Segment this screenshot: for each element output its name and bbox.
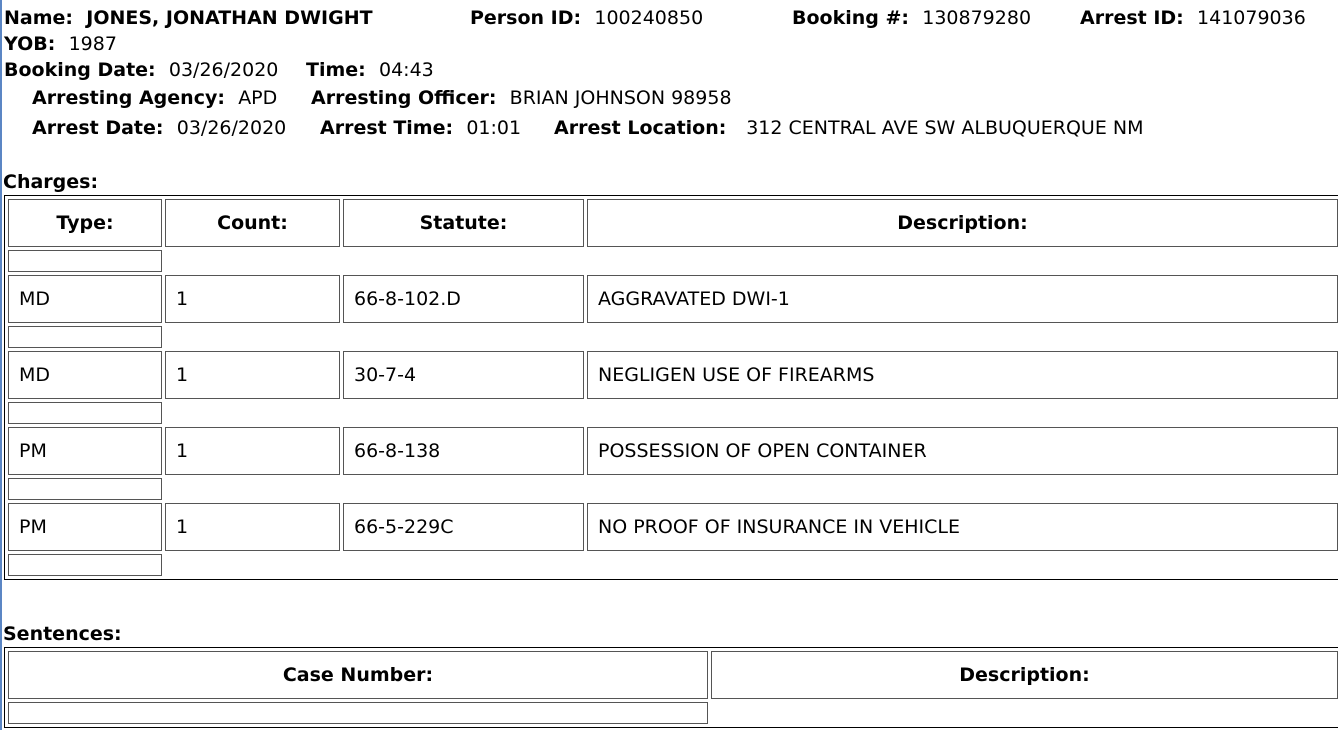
spacer-cell [8, 250, 162, 272]
charge-statute: 30-7-4 [343, 351, 584, 399]
name-field: Name: JONES, JONATHAN DWIGHT [4, 7, 373, 29]
booking-date-value: 03/26/2020 [168, 59, 279, 81]
spacer-row [8, 402, 1338, 424]
charge-type: PM [8, 503, 162, 551]
arrest-date-value: 03/26/2020 [176, 117, 287, 139]
arresting-agency-field: Arresting Agency: APD [32, 87, 278, 109]
arrest-location-field: Arrest Location: 312 CENTRAL AVE SW ALBUQUERQUE NM [554, 117, 1144, 139]
description-header: Description: [587, 199, 1338, 247]
arrest-time-value: 01:01 [466, 117, 522, 139]
spacer-row [8, 250, 1338, 272]
booking-number-value: 130879280 [922, 7, 1032, 29]
spacer-row [8, 702, 1338, 724]
arrest-date-field: Arrest Date: 03/26/2020 [32, 117, 287, 139]
spacer-cell [8, 402, 162, 424]
arrest-id-field: Arrest ID: 141079036 [1080, 7, 1306, 29]
booking-date-field: Booking Date: 03/26/2020 [4, 59, 279, 81]
sentences-title: Sentences: [3, 623, 122, 645]
booking-number-field: Booking #: 130879280 [792, 7, 1032, 29]
charge-statute: 66-5-229C [343, 503, 584, 551]
charge-statute: 66-8-102.D [343, 275, 584, 323]
spacer-cell [8, 554, 162, 576]
arresting-officer-value: BRIAN JOHNSON 98958 [509, 87, 732, 109]
spacer-cell [8, 702, 708, 724]
type-header: Type: [8, 199, 162, 247]
spacer-row [8, 478, 1338, 500]
person-id-value: 100240850 [594, 7, 704, 29]
spacer-cell [8, 326, 162, 348]
charge-type: PM [8, 427, 162, 475]
count-header: Count: [165, 199, 340, 247]
arrest-id-value: 141079036 [1197, 7, 1306, 29]
person-id-field: Person ID: 100240850 [470, 7, 704, 29]
charge-description: AGGRAVATED DWI-1 [587, 275, 1338, 323]
charges-header-row [8, 199, 1338, 247]
charge-description: NEGLIGEN USE OF FIREARMS [587, 351, 1338, 399]
arresting-officer-field: Arresting Officer: BRIAN JOHNSON 98958 [311, 87, 732, 109]
charge-description: POSSESSION OF OPEN CONTAINER [587, 427, 1338, 475]
charge-count: 1 [165, 351, 340, 399]
charge-count: 1 [165, 275, 340, 323]
booking-time-field: Time: 04:43 [306, 59, 434, 81]
sentences-header-row [8, 651, 1338, 699]
charges-title: Charges: [3, 171, 99, 193]
arrest-location-value: 312 CENTRAL AVE SW ALBUQUERQUE NM [746, 117, 1144, 139]
spacer-row [8, 326, 1338, 348]
table-row [8, 427, 1338, 475]
person-name: JONES, JONATHAN DWIGHT [86, 7, 373, 29]
charges-table [4, 195, 1338, 580]
charge-description: NO PROOF OF INSURANCE IN VEHICLE [587, 503, 1338, 551]
case-number-header: Case Number: [8, 651, 708, 699]
sentence-description-header: Description: [711, 651, 1338, 699]
statute-header: Statute: [343, 199, 584, 247]
charge-type: MD [8, 351, 162, 399]
spacer-row [8, 554, 1338, 576]
table-row [8, 351, 1338, 399]
yob-field: YOB: 1987 [4, 33, 117, 55]
table-row [8, 275, 1338, 323]
arresting-agency-value: APD [238, 87, 278, 109]
arrest-time-field: Arrest Time: 01:01 [320, 117, 522, 139]
sentences-table [4, 647, 1338, 728]
charge-count: 1 [165, 427, 340, 475]
yob-value: 1987 [68, 33, 117, 55]
booking-time-value: 04:43 [379, 59, 434, 81]
charge-statute: 66-8-138 [343, 427, 584, 475]
charge-count: 1 [165, 503, 340, 551]
charge-type: MD [8, 275, 162, 323]
table-row [8, 503, 1338, 551]
spacer-cell [8, 478, 162, 500]
